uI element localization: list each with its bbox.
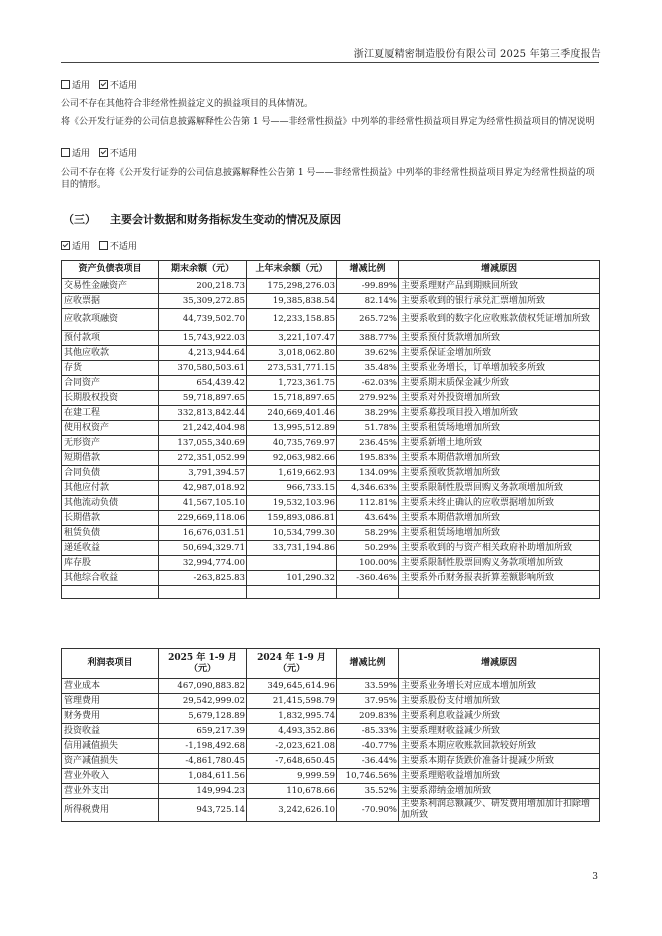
checkbox-not-apply [99, 80, 108, 89]
paragraph-line: 公司不存在将《公开发行证券的公司信息披露解释性公告第 1 号——非经常性损益》中列举的非经常性损益项目界定为经常性损益的项目的情形。 [61, 168, 595, 190]
table-cell: 主要系理财产品到期赎回所致 [399, 279, 600, 294]
table-cell: 240,669,401.46 [247, 406, 337, 421]
table-cell: 主要系本期借款增加所致 [399, 451, 600, 466]
table-cell: 12,233,158.85 [247, 309, 337, 331]
table-cell [337, 586, 399, 599]
table-cell: 159,893,086.81 [247, 511, 337, 526]
table-cell: -36.44% [337, 754, 399, 769]
table-cell: 265.72% [337, 309, 399, 331]
table-cell: 349,645,614.96 [247, 679, 337, 694]
table-cell: 主要系限制性股票回购义务款项增加所致 [399, 556, 600, 571]
table-cell: 388.77% [337, 331, 399, 346]
table-cell: 存货 [62, 361, 159, 376]
table-cell: 主要系预收货款增加所致 [399, 466, 600, 481]
column-header: 2025 年 1-9 月（元） [159, 649, 247, 679]
section-title: （三） 主要会计数据和财务指标发生变动的情况及原因 [63, 213, 341, 226]
table-cell: 主要系预付货款增加所致 [399, 331, 600, 346]
table-cell: 使用权资产 [62, 421, 159, 436]
table-cell: 137,055,340.69 [159, 436, 247, 451]
table-cell: 19,385,838.54 [247, 294, 337, 309]
table-cell: 主要系保证金增加所致 [399, 346, 600, 361]
table-cell: 10,534,799.30 [247, 526, 337, 541]
page-number: 3 [592, 872, 598, 882]
table-cell: 29,542,999.02 [159, 694, 247, 709]
table-cell: 主要系本期应收账款回款较好所致 [399, 739, 600, 754]
table-row [62, 769, 600, 784]
checkbox-apply [61, 241, 70, 250]
table-cell: -40.77% [337, 739, 399, 754]
table-cell: -360.46% [337, 571, 399, 586]
table-spacer-row [62, 586, 600, 599]
table-cell: 92,063,982.66 [247, 451, 337, 466]
table-row [62, 361, 600, 376]
table-cell: 43.64% [337, 511, 399, 526]
table-cell: 9,999.59 [247, 769, 337, 784]
table-cell: 库存股 [62, 556, 159, 571]
table-cell: 信用减值损失 [62, 739, 159, 754]
table-cell: 200,218.73 [159, 279, 247, 294]
table-cell: 合同资产 [62, 376, 159, 391]
table-cell [399, 586, 600, 599]
table-row [62, 421, 600, 436]
table-cell: 资产减值损失 [62, 754, 159, 769]
column-header: 增减原因 [399, 649, 600, 679]
balance-sheet-table [61, 260, 600, 599]
table-cell: 管理费用 [62, 694, 159, 709]
column-header: 增减比例 [337, 649, 399, 679]
table-cell [247, 556, 337, 571]
table-cell: 主要系收到的银行承兑汇票增加所致 [399, 294, 600, 309]
table-row [62, 526, 600, 541]
table-cell: 主要系收到的与资产相关政府补助增加所致 [399, 541, 600, 556]
table-cell: 主要系未终止确认的应收票据增加所致 [399, 496, 600, 511]
table-cell: 19,532,103.96 [247, 496, 337, 511]
table-cell: 预付款项 [62, 331, 159, 346]
table-cell: 33.59% [337, 679, 399, 694]
table-cell: 主要系理赔收益增加所致 [399, 769, 600, 784]
table-cell: -99.89% [337, 279, 399, 294]
table-cell: 37.95% [337, 694, 399, 709]
table-row [62, 511, 600, 526]
income-statement-table [61, 648, 600, 822]
table-cell: 1,832,995.74 [247, 709, 337, 724]
table-cell: 3,242,626.10 [247, 799, 337, 822]
table-cell: 应收款项融资 [62, 309, 159, 331]
table-row [62, 799, 600, 822]
applicability-options-1: 适用 不适用 [61, 80, 137, 92]
table-cell: 195.83% [337, 451, 399, 466]
table-cell: 35.52% [337, 784, 399, 799]
column-header: 利润表项目 [62, 649, 159, 679]
table-cell: 所得税费用 [62, 799, 159, 822]
table-cell: 101,290.32 [247, 571, 337, 586]
table-cell: 主要系业务增长，订单增加较多所致 [399, 361, 600, 376]
table-cell: -62.03% [337, 376, 399, 391]
table-cell: -1,198,492.68 [159, 739, 247, 754]
table-cell: 在建工程 [62, 406, 159, 421]
table-header-row [62, 261, 600, 279]
table-cell: 主要系租赁场地增加所致 [399, 526, 600, 541]
table-row [62, 346, 600, 361]
table-cell: 营业外收入 [62, 769, 159, 784]
table-cell: 273,531,771.15 [247, 361, 337, 376]
table-cell: 主要系限制性股票回购义务款项增加所致 [399, 481, 600, 496]
table-cell: 33,731,194.86 [247, 541, 337, 556]
table-cell: 112.81% [337, 496, 399, 511]
table-cell: 10,746.56% [337, 769, 399, 784]
table-cell: 其他流动负债 [62, 496, 159, 511]
table-cell: -70.90% [337, 799, 399, 822]
table-row [62, 466, 600, 481]
table-cell: 短期借款 [62, 451, 159, 466]
table-cell: 16,676,031.51 [159, 526, 247, 541]
table-cell: 1,084,611.56 [159, 769, 247, 784]
table-cell: 营业外支出 [62, 784, 159, 799]
table-cell: 654,439.42 [159, 376, 247, 391]
paragraph-line: 公司不存在其他符合非经常性损益定义的损益项目的具体情况。 [61, 99, 314, 109]
table-cell: 无形资产 [62, 436, 159, 451]
table-cell: 51.78% [337, 421, 399, 436]
table-header-row [62, 649, 600, 679]
table-cell: 50.29% [337, 541, 399, 556]
table-cell: 主要系期末质保金减少所致 [399, 376, 600, 391]
table-cell: 1,723,361.75 [247, 376, 337, 391]
table-row [62, 571, 600, 586]
table-cell: 134.09% [337, 466, 399, 481]
report-header-title: 浙江夏厦精密制造股份有限公司 2025 年第三季度报告 [353, 49, 601, 60]
table-row [62, 541, 600, 556]
applicability-options-2: 适用 不适用 [61, 148, 137, 160]
table-row [62, 496, 600, 511]
table-cell: 租赁负债 [62, 526, 159, 541]
column-header: 增减比例 [337, 261, 399, 279]
table-cell: 5,679,128.89 [159, 709, 247, 724]
table-cell: 长期借款 [62, 511, 159, 526]
table-cell: 主要系理财收益减少所致 [399, 724, 600, 739]
table-cell: 38.29% [337, 406, 399, 421]
column-header: 资产负债表项目 [62, 261, 159, 279]
table-cell: 370,580,503.61 [159, 361, 247, 376]
table-cell [62, 586, 159, 599]
table-cell: 32,994,774.00 [159, 556, 247, 571]
table-cell: 交易性金融资产 [62, 279, 159, 294]
table-cell: 3,221,107.47 [247, 331, 337, 346]
checkbox-not-apply [99, 148, 108, 157]
table-row [62, 724, 600, 739]
table-cell: 4,493,352.86 [247, 724, 337, 739]
table-cell: 41,567,105.10 [159, 496, 247, 511]
table-cell: 4,346.63% [337, 481, 399, 496]
table-cell: 主要系本期存货跌价准备计提减少所致 [399, 754, 600, 769]
table-cell: 35,309,272.85 [159, 294, 247, 309]
table-cell: -4,861,780.45 [159, 754, 247, 769]
table-cell: 财务费用 [62, 709, 159, 724]
table-cell: 332,813,842.44 [159, 406, 247, 421]
table-cell: 主要系外币财务报表折算差额影响所致 [399, 571, 600, 586]
table-row [62, 694, 600, 709]
table-cell: 229,669,118.06 [159, 511, 247, 526]
table-row [62, 481, 600, 496]
table-cell: 13,995,512.89 [247, 421, 337, 436]
table-cell: -7,648,650.45 [247, 754, 337, 769]
table-row [62, 331, 600, 346]
table-cell: 39.62% [337, 346, 399, 361]
column-header: 增减原因 [399, 261, 600, 279]
table-cell: 467,090,883.82 [159, 679, 247, 694]
table-cell: 主要系本期借款增加所致 [399, 511, 600, 526]
table-row [62, 709, 600, 724]
table-cell: 966,733.15 [247, 481, 337, 496]
table-cell: 42,987,018.92 [159, 481, 247, 496]
table-cell: 15,718,897.65 [247, 391, 337, 406]
table-cell: 主要系租赁场地增加所致 [399, 421, 600, 436]
table-cell: 其他应收款 [62, 346, 159, 361]
table-cell: 15,743,922.03 [159, 331, 247, 346]
table-cell: 175,298,276.03 [247, 279, 337, 294]
table-cell: 35.48% [337, 361, 399, 376]
table-cell: -263,825.83 [159, 571, 247, 586]
table-row [62, 294, 600, 309]
table-cell [247, 586, 337, 599]
table-cell: 投资收益 [62, 724, 159, 739]
table-cell: 659,217.39 [159, 724, 247, 739]
table-row [62, 376, 600, 391]
table-row [62, 754, 600, 769]
table-cell: 3,018,062.80 [247, 346, 337, 361]
table-cell: 236.45% [337, 436, 399, 451]
table-cell: 58.29% [337, 526, 399, 541]
table-cell: 209.83% [337, 709, 399, 724]
table-cell: 其他综合收益 [62, 571, 159, 586]
checkbox-apply [61, 80, 70, 89]
table-cell: 其他应付款 [62, 481, 159, 496]
table-cell: 59,718,897.65 [159, 391, 247, 406]
table-cell: 21,242,404.98 [159, 421, 247, 436]
header-divider [61, 62, 599, 63]
table-cell: 4,213,944.64 [159, 346, 247, 361]
table-cell: 营业成本 [62, 679, 159, 694]
table-row [62, 436, 600, 451]
table-cell: 主要系利润总额减少、研发费用增加加计扣除增加所致 [399, 799, 600, 822]
table-cell: 主要系对外投资增加所致 [399, 391, 600, 406]
table-cell: 100.00% [337, 556, 399, 571]
table-cell: 272,351,052.99 [159, 451, 247, 466]
column-header: 上年末余额（元） [247, 261, 337, 279]
table-cell: 主要系收到的数字化应收账款债权凭证增加所致 [399, 309, 600, 331]
table-cell: 3,791,394.57 [159, 466, 247, 481]
table-cell: 40,735,769.97 [247, 436, 337, 451]
table-cell: 主要系业务增长对应成本增加所致 [399, 679, 600, 694]
applicability-options-3: 适用 不适用 [61, 241, 137, 253]
table-row [62, 784, 600, 799]
table-cell: -2,023,621.08 [247, 739, 337, 754]
paragraph-line: 将《公开发行证券的公司信息披露解释性公告第 1 号——非经常性损益》中列举的非经常性损益项目界定为经常性损益项目的情况说明 [61, 117, 595, 127]
checkbox-not-apply [99, 241, 108, 250]
table-cell: 应收票据 [62, 294, 159, 309]
table-row [62, 739, 600, 754]
table-cell: 主要系新增土地所致 [399, 436, 600, 451]
table-cell [159, 586, 247, 599]
table-cell: 主要系滞纳金增加所致 [399, 784, 600, 799]
table-cell: 1,619,662.93 [247, 466, 337, 481]
table-row [62, 279, 600, 294]
table-cell: 110,678.66 [247, 784, 337, 799]
table-cell: 主要系募投项目投入增加所致 [399, 406, 600, 421]
table-row [62, 309, 600, 331]
table-cell: 主要系利息收益减少所致 [399, 709, 600, 724]
table-cell: 50,694,329.71 [159, 541, 247, 556]
checkbox-apply [61, 148, 70, 157]
table-cell: 递延收益 [62, 541, 159, 556]
table-cell: 长期股权投资 [62, 391, 159, 406]
table-cell: 82.14% [337, 294, 399, 309]
table-row [62, 391, 600, 406]
table-cell: 44,739,502.70 [159, 309, 247, 331]
table-cell: 279.92% [337, 391, 399, 406]
table-cell: 149,994.23 [159, 784, 247, 799]
table-cell: 943,725.14 [159, 799, 247, 822]
table-row [62, 679, 600, 694]
column-header: 2024 年 1-9 月（元） [247, 649, 337, 679]
table-cell: 合同负债 [62, 466, 159, 481]
table-cell: 21,415,598.79 [247, 694, 337, 709]
table-cell: -85.33% [337, 724, 399, 739]
column-header: 期末余额（元） [159, 261, 247, 279]
table-cell: 主要系股份支付增加所致 [399, 694, 600, 709]
table-row [62, 406, 600, 421]
table-row [62, 451, 600, 466]
table-row [62, 556, 600, 571]
